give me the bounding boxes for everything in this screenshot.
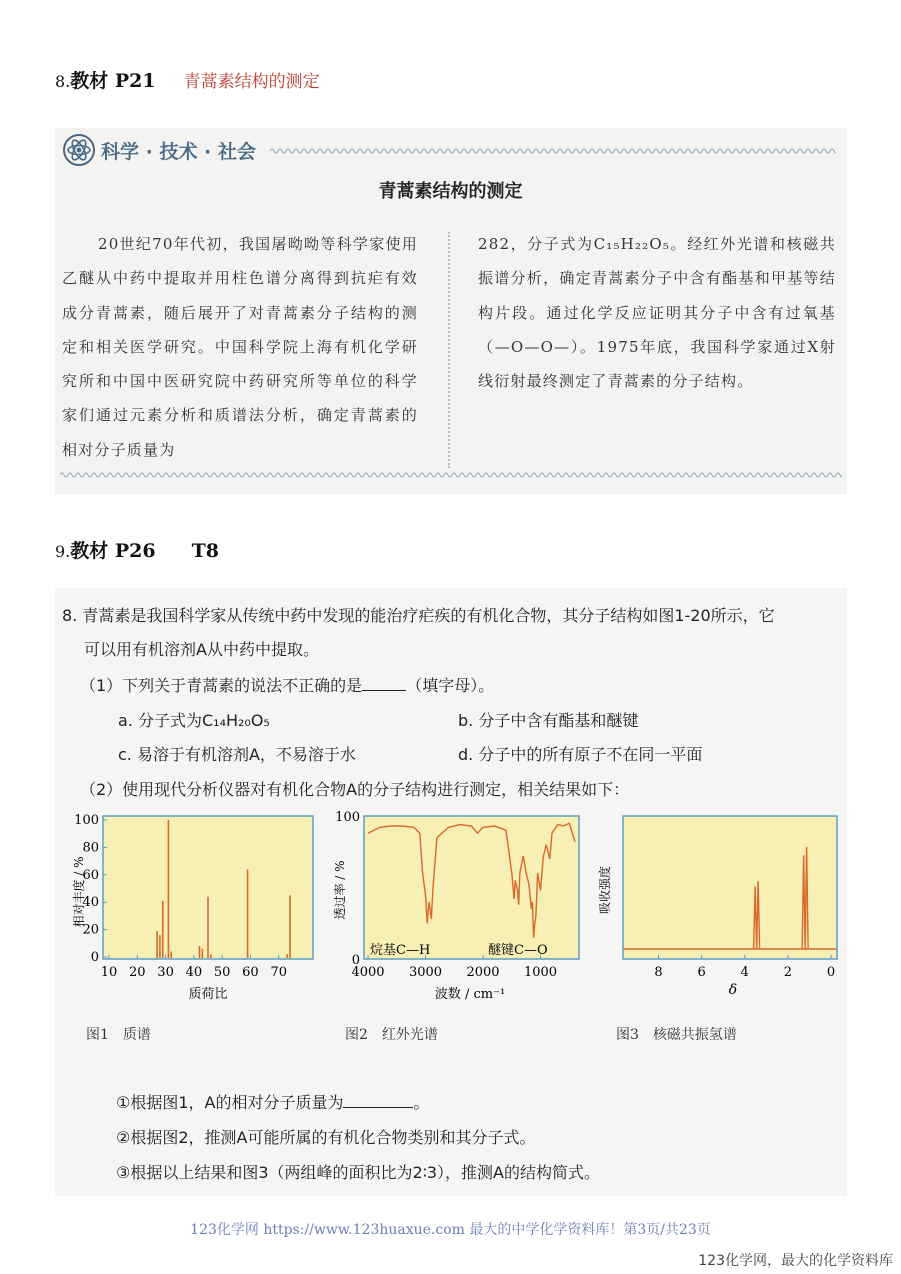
subquestion-1-tail: 。 <box>413 1093 430 1112</box>
question-part-2: （2）使用现代分析仪器对有机化合物A的分子结构进行测定，相关结果如下： <box>80 780 630 799</box>
box-left-column: 20世纪70年代初，我国屠呦呦等科学家使用乙醚从中药中提取并用柱色谱分离得到抗疟有效成分青蒿素，随后展开了对青蒿素分子结构的测定和相关医学研究。中国科学院上海有机化学研究所和中国中医研究院中药研究所等单位的科学家们通过元素分析和质谱法分析，确定青蒿素的相对分子质量为 <box>62 235 418 459</box>
section-number: 9. <box>55 542 71 561</box>
figure-1-caption: 图1 质谱 <box>86 1027 151 1043</box>
option-d: d. 分子中的所有原子不在同一平面 <box>458 745 703 764</box>
y-tick-label: 100 <box>335 810 360 825</box>
x-axis-label: 质荷比 <box>188 987 228 1002</box>
box-right-column: 282，分子式为C₁₅H₂₂O₅。经红外光谱和核磁共振谱分析，确定青蒿素分子中含有酯基和甲基等结构片段。通过化学反应证明其分子中含有过氧基（—O—O—）。1975年底，我国科学家通过X射线衍射最终测定了青蒿素的分子结构。 <box>478 235 836 391</box>
option-b: b. 分子中含有酯基和醚键 <box>458 711 639 730</box>
sts-header <box>63 134 256 166</box>
x-tick-label: 6 <box>697 965 706 980</box>
x-tick-label: 20 <box>129 965 146 980</box>
footer-brand: 123化学网，最大的化学资料库 <box>698 1253 893 1269</box>
box-title: 青蒿素结构的测定 <box>378 181 523 202</box>
x-axis-label: 波数 / cm⁻¹ <box>434 987 506 1002</box>
subquestion-2: ②根据图2，推测A可能所属的有机化合物类别和其分子式。 <box>116 1128 536 1147</box>
y-axis-label: 相对丰度 / % <box>72 856 86 928</box>
plot-area <box>364 816 579 959</box>
x-tick-label: 60 <box>242 965 259 980</box>
atom-icon <box>63 134 95 166</box>
sts-header-label: 科学 · 技术 · 社会 <box>101 140 256 163</box>
x-tick-label: 8 <box>654 965 663 980</box>
wave-divider-top <box>270 146 836 156</box>
y-tick-label: 60 <box>82 867 99 883</box>
x-tick-label: 40 <box>185 965 203 980</box>
section-number: 8. <box>55 72 71 91</box>
x-tick-label: 30 <box>157 965 174 980</box>
y-tick-label: 20 <box>82 922 99 938</box>
answer-blank <box>343 1093 413 1108</box>
x-axis-label: δ <box>728 982 738 998</box>
wave-divider-bottom <box>60 470 842 480</box>
y-tick-label: 40 <box>82 895 99 911</box>
x-tick-label: 4000 <box>351 965 385 980</box>
figure-3-caption: 图3 核磁共振氢谱 <box>616 1027 737 1043</box>
mass-spectrum-chart <box>55 808 325 1008</box>
nmr-spectrum-chart <box>595 808 845 1008</box>
x-tick-label: 3000 <box>408 965 443 980</box>
question-line-1: 8. 青蒿素是我国科学家从传统中药中发现的能治疗疟疾的有机化合物，其分子结构如图1-20所示，它 <box>62 606 775 625</box>
x-tick-label: 10 <box>100 965 118 980</box>
x-tick-label: 4 <box>740 965 749 980</box>
section-tag: T8 <box>191 540 219 562</box>
x-tick-label: 50 <box>213 965 231 980</box>
column-divider <box>448 232 450 468</box>
annotation-ether-co: 醚键C—O <box>488 943 548 958</box>
x-tick-label: 2 <box>783 965 793 980</box>
x-tick-label: 0 <box>826 965 836 980</box>
y-tick-label: 0 <box>351 953 360 968</box>
annotation-alkyl-ch: 烷基C—H <box>370 943 431 958</box>
part-1-tail: （填字母）。 <box>406 676 495 695</box>
section-label: 教材 P21 <box>70 70 156 92</box>
subquestion-1 <box>116 1090 430 1113</box>
section-9-heading <box>55 536 219 563</box>
y-tick-label: 80 <box>82 840 99 856</box>
ir-spectrum-chart <box>330 808 590 1008</box>
y-tick-label: 100 <box>74 813 99 828</box>
y-tick-label: 0 <box>90 950 99 965</box>
question-part-1 <box>80 673 494 696</box>
subquestion-3: ③根据以上结果和图3（两组峰的面积比为2∶3），推测A的结构简式。 <box>116 1163 600 1182</box>
footer-site-info: 123化学网 https://www.123huaxue.com 最大的中学化学资料库！第3页/共23页 <box>190 1222 711 1238</box>
answer-blank <box>362 676 406 691</box>
figure-2-caption: 图2 红外光谱 <box>345 1027 438 1043</box>
y-axis-label: 吸收强度 <box>598 865 612 915</box>
y-axis-label: 透过率 / % <box>333 860 347 920</box>
section-title: 青蒿素结构的测定 <box>183 72 320 92</box>
x-tick-label: 70 <box>270 965 287 980</box>
option-a: a. 分子式为C₁₄H₂₀O₅ <box>118 711 270 730</box>
x-tick-label: 2000 <box>466 965 500 980</box>
x-tick-label: 1000 <box>523 965 558 980</box>
question-line-2: 可以用有机溶剂A从中药中提取。 <box>84 640 319 659</box>
section-8-heading <box>55 66 320 93</box>
section-label: 教材 P26 <box>70 540 156 562</box>
option-c: c. 易溶于有机溶剂A，不易溶于水 <box>118 745 356 764</box>
part-1-text: （1）下列关于青蒿素的说法不正确的是 <box>80 676 363 695</box>
subquestion-1-text: ①根据图1，A的相对分子质量为 <box>116 1093 344 1112</box>
